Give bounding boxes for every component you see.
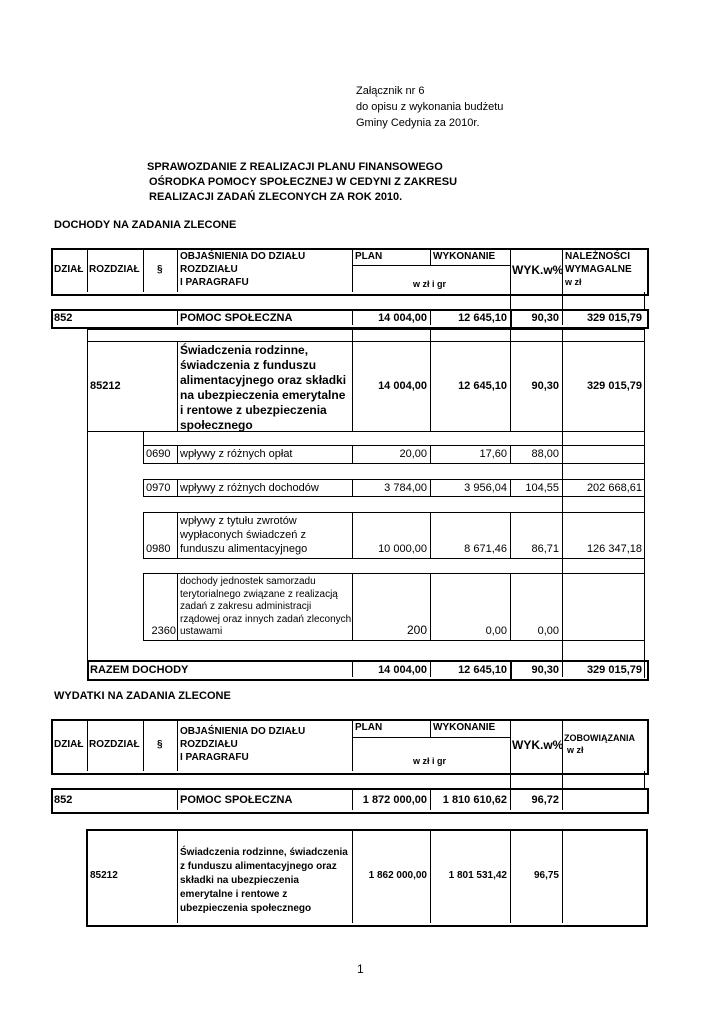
income-0980-wyk: 8 671,46 [464, 543, 507, 555]
income-hdr-obj2: ROZDZIAŁU [180, 264, 238, 275]
income-total-label: RAZEM DOCHODY [90, 664, 189, 676]
annex-line-1: Załącznik nr 6 [356, 85, 425, 97]
income-2360-pct: 0,00 [537, 625, 559, 637]
income-dzial-pct: 90,30 [531, 312, 559, 324]
expenses-hdr-obj2: ROZDZIAŁU [180, 739, 238, 750]
income-0980-name2: wypłaconych świadczeń z [180, 529, 306, 541]
income-dzial-code: 852 [54, 312, 73, 324]
title-line-1: SPRAWOZDANIE Z REALIZACJI PLANU FINANSOWEGO [147, 161, 443, 173]
income-0690-pct: 88,00 [531, 448, 559, 460]
expenses-rozdzial-wyk: 1 801 531,42 [448, 870, 507, 881]
income-hdr-nal1: NALEŻNOŚCI [565, 251, 630, 262]
income-0690-wyk: 17,60 [479, 448, 507, 460]
income-0970-wyk: 3 956,04 [464, 482, 507, 494]
income-hdr-nal3: w zł [565, 277, 582, 287]
income-2360-name3: zadań z zakresu administracji [180, 601, 312, 612]
income-0970-nal: 202 668,61 [586, 482, 642, 494]
expenses-hdr-wyk-pct: WYK.w% [512, 738, 564, 752]
expenses-hdr-zob1: ZOBOWIĄZANIA [564, 733, 635, 743]
income-2360-name5: ustawami [180, 626, 223, 637]
income-hdr-paragraf: § [157, 264, 163, 275]
income-hdr-wykonanie: WYKONANIE [433, 251, 496, 262]
income-hdr-dzial: DZIAŁ [54, 264, 84, 275]
expenses-rozdzial-code: 85212 [90, 870, 118, 881]
annex-line-2: do opisu z wykonania budżetu [356, 101, 504, 113]
income-total-nal: 329 015,79 [586, 664, 642, 676]
income-hdr-obj3: I PARAGRAFU [180, 277, 249, 288]
income-2360-code: 2360 [151, 625, 176, 637]
expenses-hdr-unit: w zł i gr [413, 756, 447, 766]
expenses-hdr-obj1: OBJAŚNIENIA DO DZIAŁU [180, 726, 306, 737]
income-0970-code: 0970 [146, 482, 171, 494]
income-rozdzial-nal: 329 015,79 [586, 380, 642, 392]
income-dzial-plan: 14 004,00 [378, 312, 427, 324]
income-0980-pct: 86,71 [531, 543, 559, 555]
income-2360-name2: terytorialnego związane z realizacją [180, 589, 338, 600]
income-0980-nal: 126 347,18 [586, 543, 642, 555]
expenses-rozdzial-plan: 1 862 000,00 [368, 870, 427, 881]
expenses-hdr-obj3: I PARAGRAFU [180, 752, 249, 763]
income-2360-name1: dochody jednostek samorzadu [180, 576, 316, 587]
income-rozdzial-name: Świadczenia rodzinne, świadczenia z funduszu alimentacyjnego oraz składki na ubezpieczenia emerytalne i rentowe z ubezpieczenia społecznego [180, 343, 347, 432]
expenses-section-title: WYDATKI NA ZADANIA ZLECONE [54, 690, 231, 702]
income-0980-plan: 10 000,00 [378, 543, 427, 555]
income-hdr-unit: w zł i gr [413, 279, 447, 289]
income-0970-name: wpływy z różnych dochodów [180, 482, 319, 494]
expenses-dzial-name: POMOC SPOŁECZNA [180, 794, 293, 806]
expenses-hdr-dzial: DZIAŁ [54, 739, 84, 750]
income-total-wyk: 12 645,10 [458, 664, 507, 676]
expenses-dzial-wyk: 1 810 610,62 [442, 794, 507, 806]
expenses-hdr-plan: PLAN [355, 722, 383, 733]
income-0690-name: wpływy z różnych opłat [180, 448, 293, 460]
income-hdr-obj1: OBJAŚNIENIA DO DZIAŁU [180, 251, 306, 262]
income-rozdzial-wyk: 12 645,10 [458, 380, 507, 392]
page-number: 1 [357, 962, 364, 976]
expenses-dzial-pct: 96,72 [531, 794, 559, 806]
income-total-pct: 90,30 [531, 664, 559, 676]
income-0690-code: 0690 [146, 448, 171, 460]
expenses-hdr-wykonanie: WYKONANIE [433, 722, 496, 733]
income-0980-name3: funduszu alimentacyjnego [180, 543, 308, 555]
title-line-2: OŚRODKA POMOCY SPOŁECZNEJ W CEDYNI Z ZAKRESU [149, 176, 458, 188]
title-line-3: REALIZACJI ZADAŃ ZLECONYCH ZA ROK 2010. [149, 191, 403, 203]
income-dzial-name: POMOC SPOŁECZNA [180, 312, 293, 324]
expenses-rozdzial-name: Świadczenia rodzinne, świadczenia z funduszu alimentacyjnego oraz składki na ubezpieczenia emerytalne i rentowe z ubezpieczenia społecznego [180, 847, 348, 914]
income-total-plan: 14 004,00 [378, 664, 427, 676]
income-hdr-rozdzial: ROZDZIAŁ [89, 264, 140, 275]
income-rozdzial-code: 85212 [90, 380, 121, 392]
income-dzial-wyk: 12 645,10 [458, 312, 507, 324]
income-hdr-nal2: WYMAGALNE [565, 264, 632, 275]
income-2360-name4: rządowej oraz innych zadań zleconych [180, 614, 352, 625]
income-rozdzial-plan: 14 004,00 [378, 380, 427, 392]
expenses-hdr-paragraf: § [157, 739, 163, 750]
expenses-rozdzial-pct: 96,75 [533, 870, 559, 881]
income-0690-plan: 20,00 [399, 448, 427, 460]
income-hdr-plan: PLAN [355, 251, 383, 262]
income-0970-plan: 3 784,00 [384, 482, 427, 494]
income-2360-wyk: 0,00 [485, 625, 507, 637]
expenses-hdr-zob2: w zł [567, 745, 584, 755]
income-0980-name1: wpływy z tytułu zwrotów [180, 515, 297, 527]
income-rozdzial-pct: 90,30 [531, 380, 559, 392]
income-section-title: DOCHODY NA ZADANIA ZLECONE [54, 219, 237, 231]
income-dzial-nal: 329 015,79 [586, 312, 642, 324]
expenses-dzial-code: 852 [54, 794, 73, 806]
annex-line-3: Gminy Cedynia za 2010r. [356, 117, 480, 129]
income-hdr-wyk-pct: WYK.w% [512, 263, 564, 277]
income-0970-pct: 104,55 [525, 482, 559, 494]
income-2360-plan: 200 [406, 623, 427, 637]
expenses-hdr-rozdzial: ROZDZIAŁ [89, 739, 140, 750]
expenses-dzial-plan: 1 872 000,00 [362, 794, 427, 806]
income-0980-code: 0980 [146, 543, 171, 555]
